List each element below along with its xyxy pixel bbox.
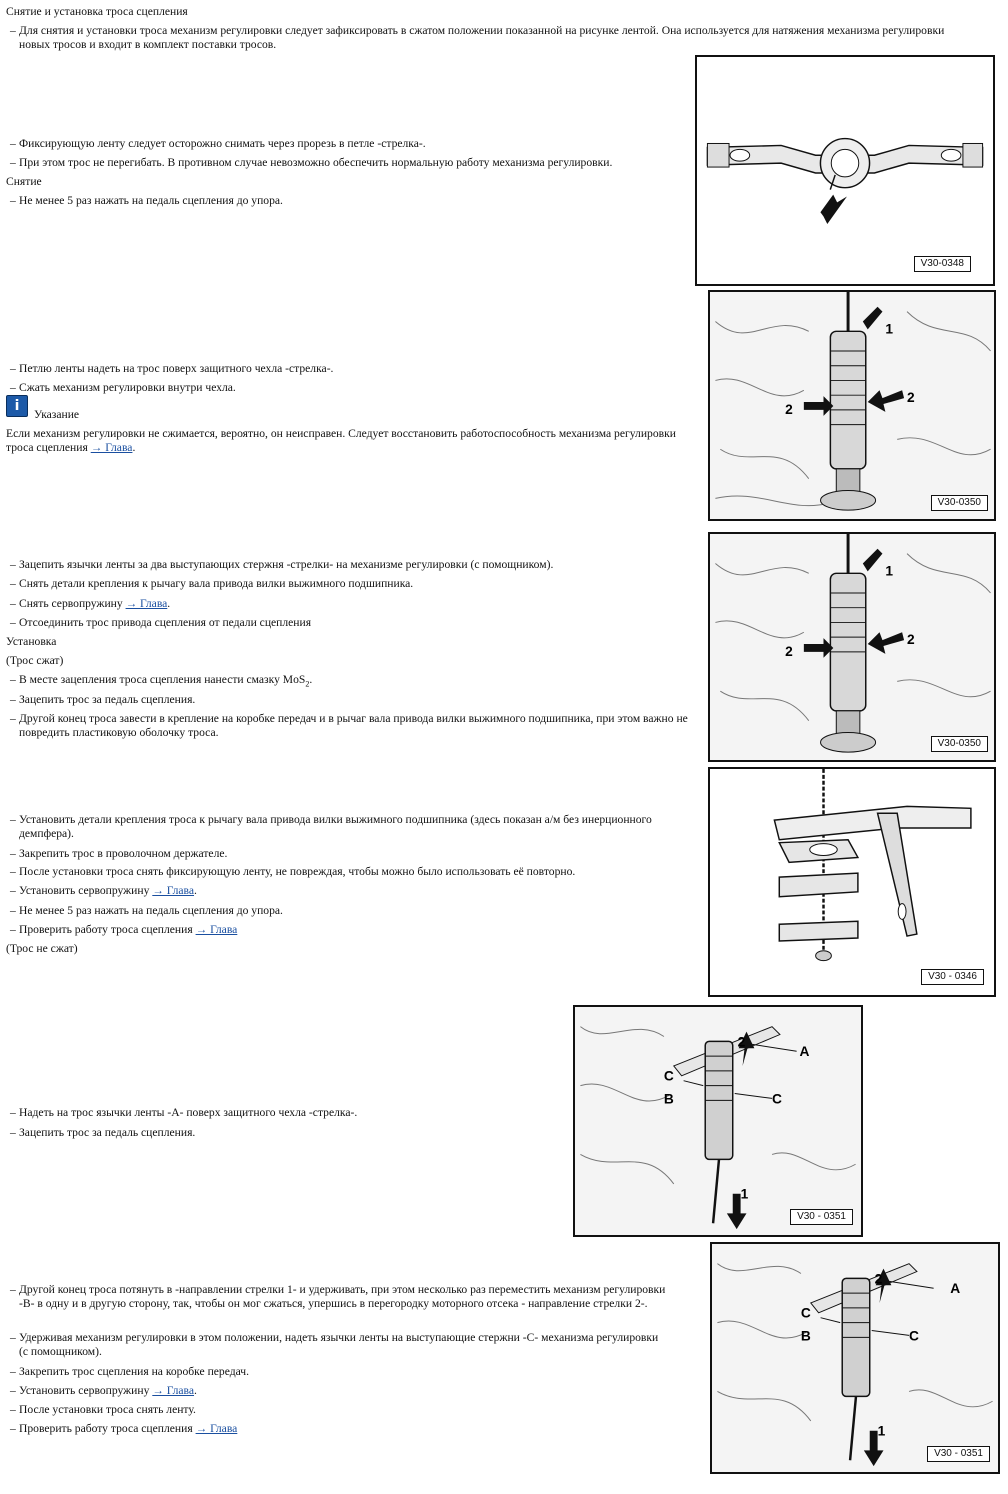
step: – Не менее 5 раз нажать на педаль сцепления до упора. (6, 904, 709, 918)
strap-tabs-illustration (575, 1007, 861, 1235)
callout-2-right: 2 (907, 390, 915, 406)
callout-2: 2 (874, 1271, 883, 1287)
step: – Зацепить трос за педаль сцепления. (6, 1126, 579, 1140)
step: – Другой конец троса потянуть в -направлении стрелки 1- и удерживать, при этом несколько раз переместить механизм регулировки -B- в одну и в другую сторону, так, чтобы он мог сжаться, упершись в перегородку моторного отсека - направление стрелки 2-. (6, 1283, 669, 1311)
figure-label: V30-0348 (914, 256, 971, 272)
callout-2-left: 2 (785, 643, 793, 659)
figure-adjuster-strap-fitted (708, 532, 996, 762)
chapter-link[interactable]: → Глава (90, 441, 133, 454)
callout-c-right: C (909, 1328, 919, 1344)
figure-label: V30 - 0351 (790, 1209, 853, 1225)
figure-fixing-strap (695, 55, 995, 286)
cable-mounting-illustration (710, 769, 994, 995)
adjuster-mechanism-illustration (710, 292, 994, 519)
chapter-link[interactable]: → Глава (152, 884, 195, 897)
step: – Удерживая механизм регулировки в этом положении, надеть язычки ленты на выступающие стержни -C- механизма регулировки (с помощником). (6, 1331, 669, 1359)
section-heading-install: Установка (6, 635, 57, 648)
chapter-link[interactable]: → Глава (195, 923, 238, 936)
install-subheading: (Трос сжат) (6, 654, 64, 667)
callout-b: B (663, 1091, 674, 1107)
step: – После установки троса снять фиксирующую ленту, не повреждая, чтобы можно было использовать её повторно. (6, 865, 709, 879)
info-icon: i (6, 395, 28, 417)
figure-cable-mounting (708, 767, 996, 997)
strap-tabs-illustration-2 (712, 1244, 998, 1472)
step: – Сжать механизм регулировки внутри чехла. (6, 381, 699, 395)
adjuster-strap-illustration (710, 534, 994, 760)
step: – Отсоединить трос привода сцепления от педали сцепления (6, 616, 709, 630)
step: – Снять детали крепления к рычагу вала привода вилки выжимного подшипника. (6, 577, 709, 591)
callout-2-left: 2 (785, 401, 793, 417)
callout-2-right: 2 (907, 632, 915, 648)
step: – Снять сервопружину → Глава. (6, 597, 709, 611)
figure-label: V30-0350 (931, 495, 988, 511)
step: – Проверить работу троса сцепления → Глава (6, 923, 709, 937)
step: – Фиксирующую ленту следует осторожно снимать через прорезь в петле -стрелка-. (6, 137, 699, 151)
chapter-link[interactable]: → Глава (152, 1384, 195, 1397)
step: – Установить сервопружину → Глава. (6, 1384, 669, 1398)
fixing-strap-illustration (697, 57, 993, 284)
figure-label: V30 - 0351 (927, 1446, 990, 1462)
step: – Проверить работу троса сцепления → Глава (6, 1422, 669, 1436)
callout-c-left: C (800, 1305, 811, 1321)
chapter-link[interactable]: → Глава (125, 597, 168, 610)
step: – Установить сервопружину → Глава. (6, 884, 709, 898)
step: – Другой конец троса завести в крепление на коробке передач и в рычаг вала привода вилки выжимного подшипника, при этом важно не повредить пластиковую оболочку троса. (6, 712, 709, 740)
intro-step: – Для снятия и установки троса механизм регулировки следует зафиксировать в сжатом положении показанной на рисунке лентой. Она используется для натяжения механизма регулировки новых тросов и входит в комплект поставки тросов. (6, 24, 969, 52)
callout-1: 1 (877, 1423, 886, 1439)
step: – Не менее 5 раз нажать на педаль сцепления до упора. (6, 194, 699, 208)
note-title: Указание (34, 408, 80, 421)
step: – Зацепить трос за педаль сцепления. (6, 693, 709, 707)
step: – При этом трос не перегибать. В противном случае невозможно обеспечить нормальную работу механизма регулировки. (6, 156, 699, 170)
step: – В месте зацепления троса сцепления нанести смазку MoS$_2$. (6, 673, 709, 691)
note-text: Если механизм регулировки не сжимается, вероятно, он неисправен. Следует восстановить работоспособность механизма регулировки троса сцепления → Глава. (6, 427, 676, 454)
page-title: Снятие и установка троса сцепления (6, 5, 188, 18)
callout-a: A (950, 1281, 961, 1297)
step: – Установить детали крепления троса к рычагу вала привода вилки выжимного подшипника (здесь показан а/м без инерционного демпфера). (6, 813, 659, 841)
figure-adjuster-mechanism (708, 290, 996, 521)
callout-a: A (799, 1044, 810, 1060)
callout-1: 1 (885, 321, 894, 337)
step: – Закрепить трос в проволочном держателе. (6, 847, 709, 861)
step: – Закрепить трос сцепления на коробке передач. (6, 1365, 669, 1379)
step: – Зацепить язычки ленты за два выступающих стержня -стрелки- на механизме регулировки (с помощником). (6, 558, 709, 572)
callout-c-left: C (663, 1068, 674, 1084)
callout-1: 1 (740, 1186, 749, 1202)
callout-b: B (800, 1328, 811, 1344)
step: – Надеть на трос язычки ленты -A- поверх защитного чехла -стрелка-. (6, 1106, 579, 1120)
section-heading-removal: Снятие (6, 175, 42, 188)
not-compressed-heading: (Трос не сжат) (6, 942, 78, 955)
chapter-link[interactable]: → Глава (195, 1422, 238, 1435)
step: – Петлю ленты надеть на трос поверх защитного чехла -стрелка-. (6, 362, 699, 376)
callout-c-right: C (772, 1091, 782, 1107)
figure-label: V30-0350 (931, 736, 988, 752)
figure-strap-tabs (573, 1005, 863, 1237)
step: – После установки троса снять ленту. (6, 1403, 669, 1417)
figure-strap-tabs-2 (710, 1242, 1000, 1474)
callout-1: 1 (885, 563, 894, 579)
figure-label: V30 - 0346 (921, 969, 984, 985)
callout-2: 2 (737, 1034, 746, 1050)
